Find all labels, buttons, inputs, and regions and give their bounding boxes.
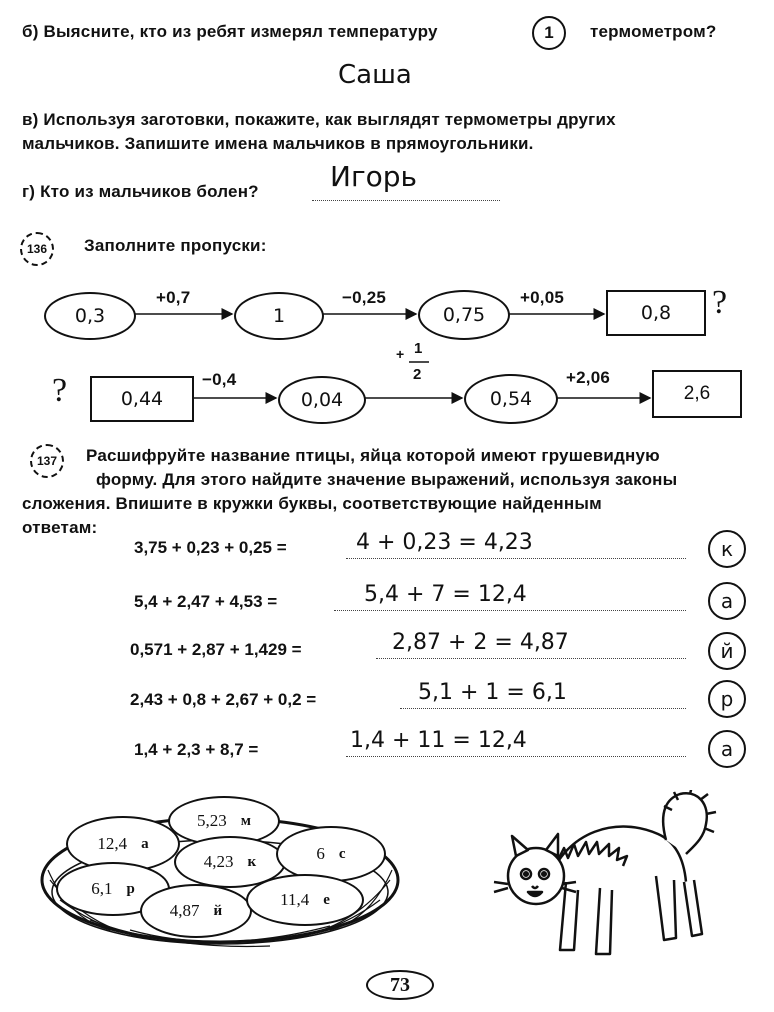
egg-6-letter: й [213,902,223,919]
chain1-question: ? [712,284,728,321]
answer-line-1 [346,558,686,559]
exercise-136-number: 136 [20,232,54,266]
expression-1: 3,75 + 0,23 + 0,25 = [134,538,287,557]
letter-circle-5: а [708,730,746,768]
exercise-137-line2: форму. Для этого найдите значение выражений, используя законы [96,470,678,489]
task-b-text-end: термометром? [590,22,717,41]
chain2-node-3: 0,54 [464,374,558,424]
answer-work-2: 5,4 + 7 = 12,4 [364,582,527,607]
chain2-node-1: 0,44 [90,376,194,422]
answer-work-1: 4 + 0,23 = 4,23 [356,530,533,555]
expression-2: 5,4 + 2,47 + 4,53 = [134,592,278,611]
answer-line-5 [346,756,686,757]
egg-7 [246,874,364,926]
egg-2-value: 12,4 [97,834,128,853]
exercise-137-number: 137 [30,444,64,478]
egg-7-value: 11,4 [280,890,310,909]
letter-circle-3: й [708,632,746,670]
egg-4-letter: с [338,845,346,862]
egg-1-value: 5,23 [197,811,227,830]
exercise-137-line3: сложения. Впишите в кружки буквы, соответствующие найденным [22,494,602,513]
chain1-op-2: −0,25 [342,288,387,307]
egg-5-letter: р [126,880,135,897]
chain1-node-2: 1 [234,292,324,340]
chain2-question: ? [52,372,68,409]
task-b-answer: Саша [338,60,412,90]
scared-cat-illustration [488,790,728,970]
answer-line-4 [400,708,686,709]
chain2-node-2: 0,04 [278,376,366,424]
chain2-op-3: +2,06 [566,368,611,387]
thermometer-number-circle: 1 [532,16,566,50]
chain1-op-3: +0,05 [520,288,565,307]
chain1-node-1: 0,3 [44,292,136,340]
egg-5-value: 6,1 [91,879,113,898]
answer-line-3 [376,658,686,659]
task-v-line1: в) Используя заготовки, покажите, как выглядят термометры других [22,110,616,129]
chain1-node-4: 0,8 [606,290,706,336]
expression-5: 1,4 + 2,3 + 8,7 = [134,740,259,759]
chain1-op-1: +0,7 [156,288,191,307]
egg-3-letter: к [247,853,257,870]
egg-6 [140,884,252,938]
answer-work-3: 2,87 + 2 = 4,87 [392,630,569,655]
letter-circle-1: к [708,530,746,568]
chain2-node-4: 2,6 [652,370,742,418]
page-number: 73 [366,970,434,1000]
egg-4-value: 6 [316,844,325,863]
letter-circle-4: р [708,680,746,718]
chain2-op-1: −0,4 [202,370,237,389]
answer-line-2 [334,610,686,611]
fraction-numerator: 1 [414,340,423,357]
egg-2-letter: а [141,835,149,852]
egg-6-value: 4,87 [169,901,200,920]
egg-7-letter: е [323,891,330,908]
task-b-text: б) Выясните, кто из ребят измерял температуру [22,22,438,41]
expression-4: 2,43 + 0,8 + 2,67 + 0,2 = [130,690,317,709]
exercise-137-line4: ответам: [22,518,98,537]
chain1-node-3: 0,75 [418,290,510,340]
expression-3: 0,571 + 2,87 + 1,429 = [130,640,302,659]
exercise-136-title: Заполните пропуски: [84,236,267,255]
chain2-op-2: + [396,346,405,362]
chain-arrows [0,0,774,430]
exercise-137-line1: Расшифруйте название птицы, яйца которой имеют грушевидную [86,446,660,465]
task-g-text: г) Кто из мальчиков болен? [22,182,259,201]
answer-work-5: 1,4 + 11 = 12,4 [350,728,527,753]
fraction-denominator: 2 [413,366,422,383]
egg-1-letter: м [240,812,251,829]
egg-3-value: 4,23 [203,852,234,871]
letter-circle-2: а [708,582,746,620]
answer-work-4: 5,1 + 1 = 6,1 [418,680,567,705]
task-g-answer: Игорь [330,160,418,193]
task-v-line2: мальчиков. Запишите имена мальчиков в прямоугольники. [22,134,534,153]
